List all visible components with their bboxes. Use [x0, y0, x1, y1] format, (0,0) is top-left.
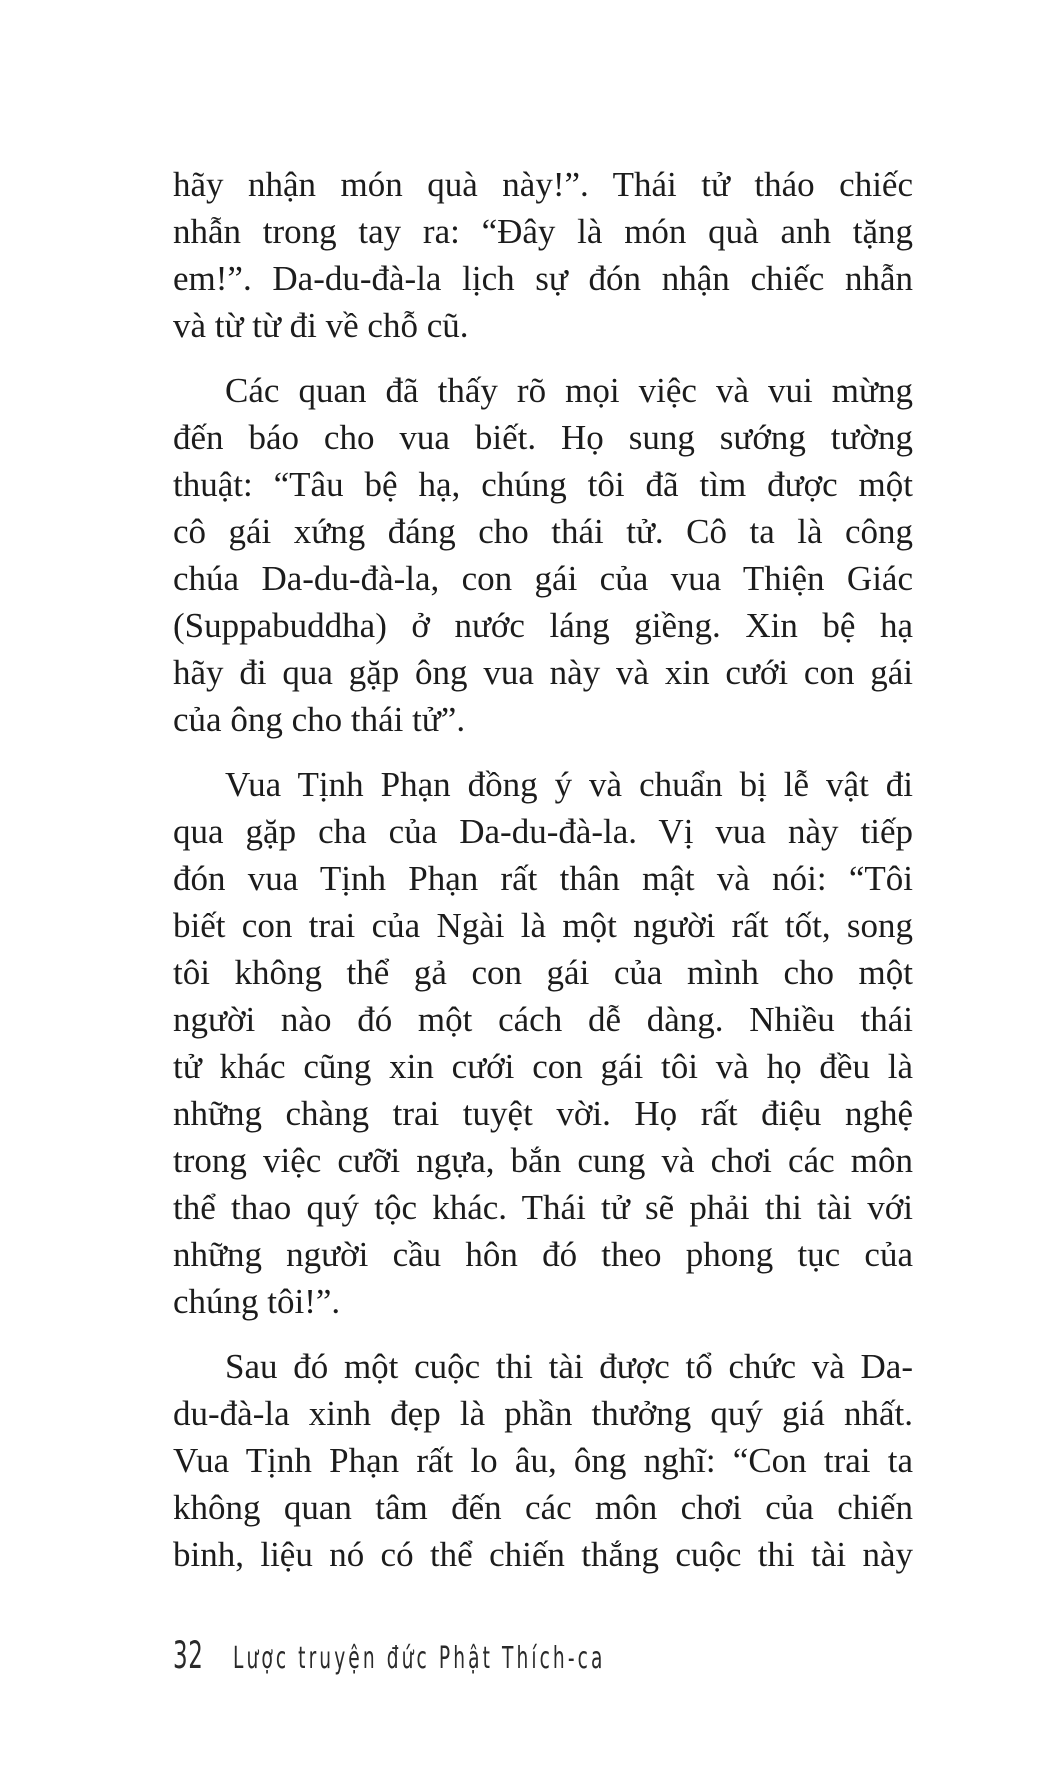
text-line: không quan tâm đến các môn chơi của chiến — [173, 1488, 913, 1527]
running-title: Lược truyện đức Phật Thích-ca — [233, 1641, 606, 1676]
page-footer — [173, 1634, 834, 1677]
text-line: của ông cho thái tử”. — [173, 700, 466, 739]
text-line: biết con trai của Ngài là một người rất tốt, song — [173, 906, 913, 945]
text-line: (Suppabuddha) ở nước láng giềng. Xin bệ hạ — [173, 606, 913, 645]
text-line: Sau đó một cuộc thi tài được tổ chức và Da- — [225, 1347, 913, 1386]
text-line: những chàng trai tuyệt vời. Họ rất điệu nghệ — [173, 1094, 913, 1133]
text-line: những người cầu hôn đó theo phong tục của — [173, 1235, 913, 1274]
text-line: Vua Tịnh Phạn đồng ý và chuẩn bị lễ vật đi — [225, 765, 913, 804]
text-line: đến báo cho vua biết. Họ sung sướng tường — [173, 418, 913, 457]
text-line: Vua Tịnh Phạn rất lo âu, ông nghĩ: “Con trai ta — [173, 1441, 913, 1480]
text-line: cô gái xứng đáng cho thái tử. Cô ta là công — [173, 512, 913, 551]
text-line: chúng tôi!”. — [173, 1282, 341, 1321]
body-text — [173, 161, 913, 1596]
page-number: 32 — [173, 1634, 204, 1677]
text-line: đón vua Tịnh Phạn rất thân mật và nói: “Tôi — [173, 859, 913, 898]
text-line: qua gặp cha của Da-du-đà-la. Vị vua này tiếp — [173, 812, 913, 851]
text-line: binh, liệu nó có thể chiến thắng cuộc thi tài này — [173, 1535, 913, 1574]
text-line: chúa Da-du-đà-la, con gái của vua Thiện Giác — [173, 559, 913, 598]
text-line: và từ từ đi về chỗ cũ. — [173, 306, 469, 345]
paragraph — [173, 161, 913, 349]
text-line: tử khác cũng xin cưới con gái tôi và họ đều là — [173, 1047, 913, 1086]
text-line: hãy nhận món quà này!”. Thái tử tháo chiếc — [173, 165, 913, 204]
text-line: Các quan đã thấy rõ mọi việc và vui mừng — [225, 371, 913, 410]
text-line: người nào đó một cách dễ dàng. Nhiều thái — [173, 1000, 913, 1039]
text-line: trong việc cưỡi ngựa, bắn cung và chơi các môn — [173, 1141, 913, 1180]
text-line: du-đà-la xinh đẹp là phần thưởng quý giá nhất. — [173, 1394, 913, 1433]
paragraph — [173, 367, 913, 743]
text-line: nhẫn trong tay ra: “Đây là món quà anh tặng — [173, 212, 913, 251]
text-line: hãy đi qua gặp ông vua này và xin cưới con gái — [173, 653, 913, 692]
paragraph — [173, 1343, 913, 1578]
paragraph — [173, 761, 913, 1325]
text-line: thuật: “Tâu bệ hạ, chúng tôi đã tìm được một — [173, 465, 913, 504]
text-line: em!”. Da-du-đà-la lịch sự đón nhận chiếc nhẫn — [173, 259, 913, 298]
text-line: thể thao quý tộc khác. Thái tử sẽ phải thi tài với — [173, 1188, 913, 1227]
text-line: tôi không thể gả con gái của mình cho một — [173, 953, 913, 992]
